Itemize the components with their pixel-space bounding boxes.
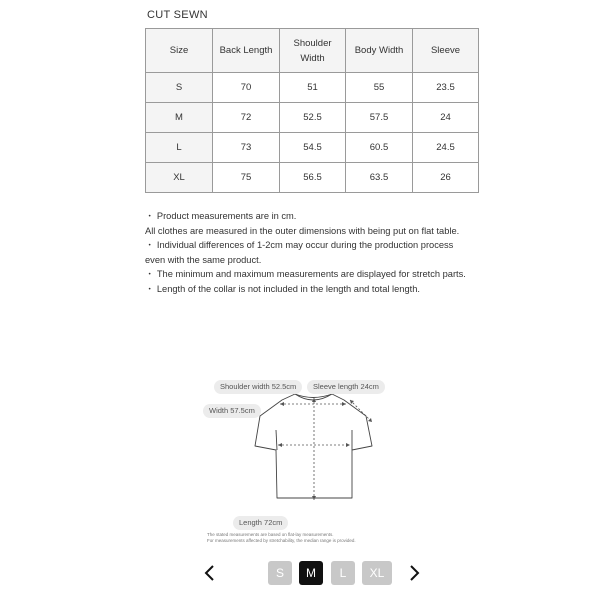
section-title: CUT SEWN	[147, 9, 208, 21]
next-button[interactable]	[406, 563, 422, 583]
chevron-right-icon	[406, 563, 422, 583]
column-header-body-width: Body Width	[346, 29, 413, 73]
shoulder-width-label: Shoulder width 52.5cm	[214, 380, 302, 394]
table-row	[146, 133, 479, 163]
table-cell: 24.5	[413, 133, 479, 163]
size-option-m[interactable]: M	[299, 561, 323, 585]
fine-print: For measurements affected by stretchability, the median range is provided.	[207, 538, 356, 543]
width-label: Width 57.5cm	[203, 404, 261, 418]
fine-print: The stated measurements are based on flat-lay measurements.	[207, 532, 334, 537]
table-cell: 72	[213, 103, 280, 133]
note-text: ・ Length of the collar is not included in the length and total length.	[145, 283, 420, 294]
tshirt-outline-icon	[200, 370, 400, 550]
table-cell: 63.5	[346, 163, 413, 193]
previous-button[interactable]	[202, 563, 218, 583]
table-cell: XL	[146, 163, 213, 193]
table-cell: 24	[413, 103, 479, 133]
chevron-left-icon	[202, 563, 218, 583]
column-header-sleeve: Sleeve	[413, 29, 479, 73]
table-cell: 73	[213, 133, 280, 163]
table-header-row	[146, 29, 479, 73]
sleeve-length-label: Sleeve length 24cm	[307, 380, 385, 394]
table-cell: S	[146, 73, 213, 103]
tshirt-measurement-diagram	[200, 370, 400, 550]
table-cell: L	[146, 133, 213, 163]
length-label: Length 72cm	[233, 516, 288, 530]
note-text: ・ Individual differences of 1-2cm may occur during the production process even with the same product.	[145, 240, 454, 265]
table-row	[146, 103, 479, 133]
table-cell: 60.5	[346, 133, 413, 163]
table-cell: 55	[346, 73, 413, 103]
table-cell: 75	[213, 163, 280, 193]
table-cell: M	[146, 103, 213, 133]
size-option-xl[interactable]: XL	[362, 561, 392, 585]
size-option-s[interactable]: S	[268, 561, 292, 585]
note-text: All clothes are measured in the outer dimensions with being put on flat table.	[145, 225, 460, 236]
table-cell: 54.5	[280, 133, 346, 163]
table-row	[146, 163, 479, 193]
table-cell: 52.5	[280, 103, 346, 133]
table-cell: 26	[413, 163, 479, 193]
note-text: ・ The minimum and maximum measurements are displayed for stretch parts.	[145, 269, 466, 280]
table-cell: 51	[280, 73, 346, 103]
size-chart-table	[145, 28, 479, 193]
table-row	[146, 73, 479, 103]
column-header-size: Size	[146, 29, 213, 73]
size-option-l[interactable]: L	[331, 561, 355, 585]
column-header-shoulder-width: Shoulder Width	[280, 29, 346, 73]
table-cell: 56.5	[280, 163, 346, 193]
note-text: ・ Product measurements are in cm.	[145, 211, 297, 221]
table-cell: 70	[213, 73, 280, 103]
column-header-back-length: Back Length	[213, 29, 280, 73]
measurement-notes	[145, 209, 475, 297]
table-cell: 57.5	[346, 103, 413, 133]
table-cell: 23.5	[413, 73, 479, 103]
